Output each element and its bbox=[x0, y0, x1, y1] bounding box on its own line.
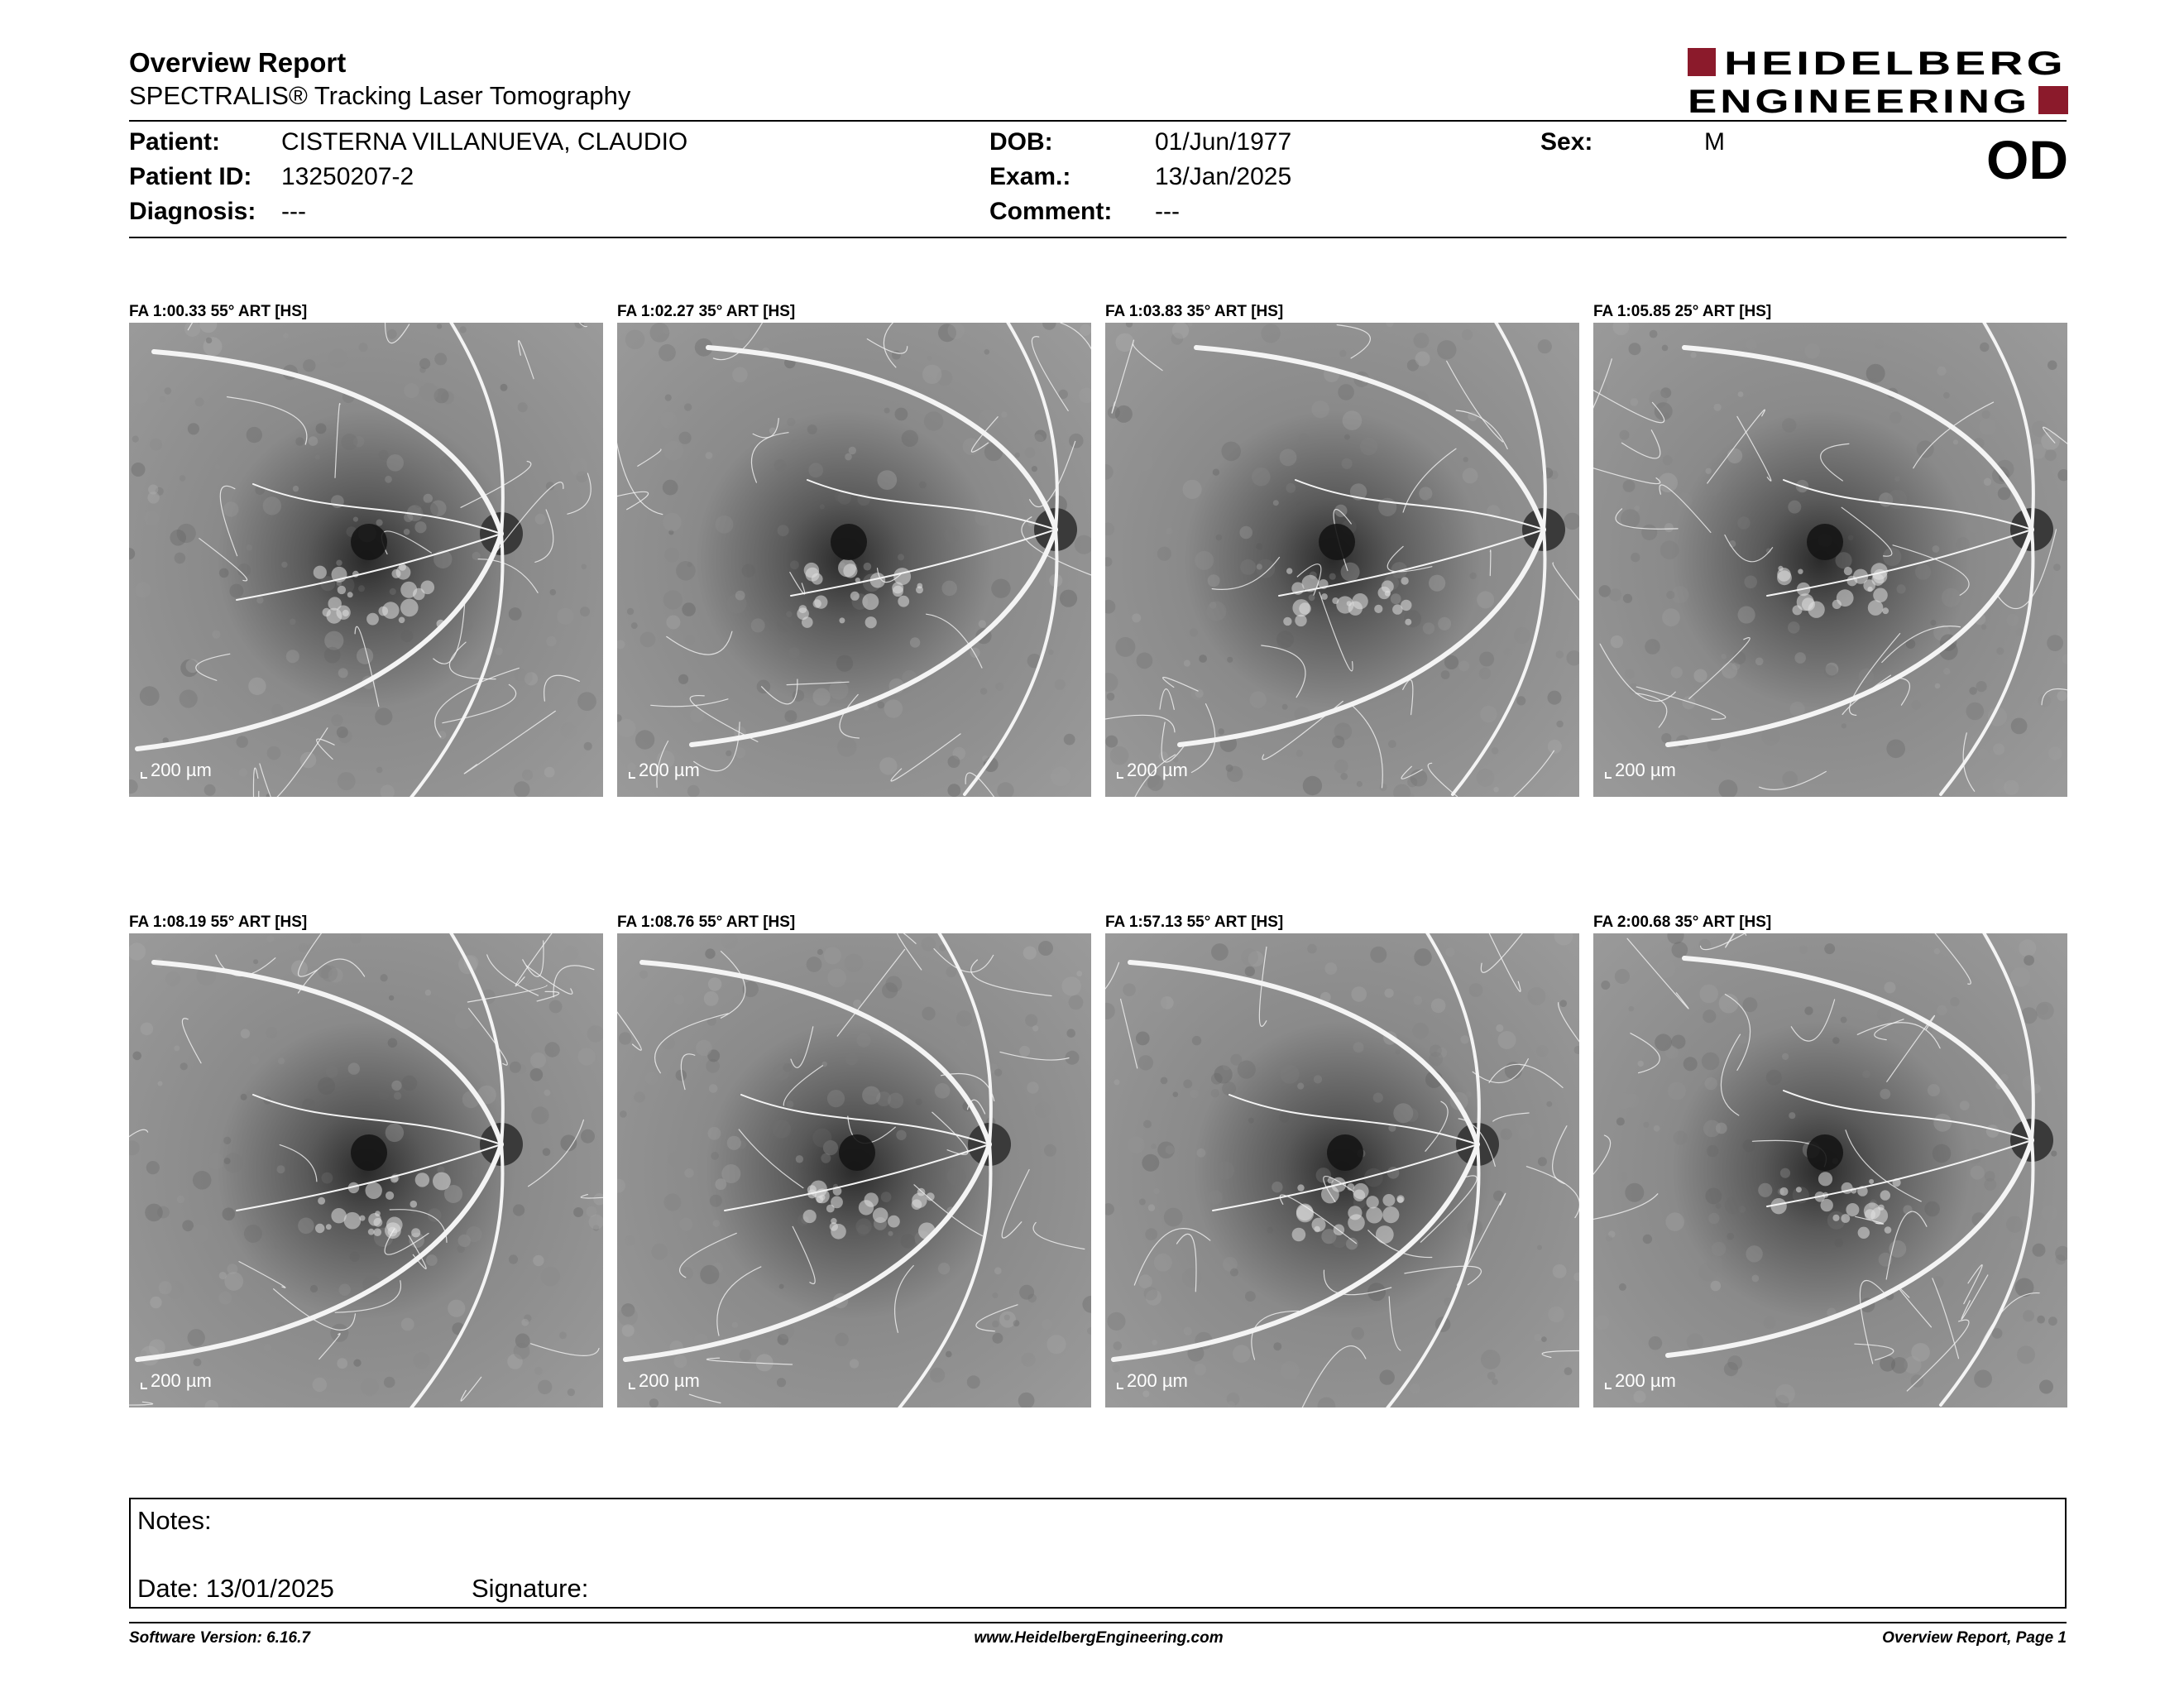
fundus-svg bbox=[617, 323, 1091, 797]
patient-id-label: Patient ID: bbox=[129, 163, 252, 190]
scale-label: 200 µm bbox=[1127, 760, 1188, 780]
fundus-svg bbox=[1105, 323, 1579, 797]
scale-bar bbox=[141, 1371, 212, 1391]
logo-line2: ENGINEERING bbox=[1688, 84, 2030, 116]
scale-label: 200 µm bbox=[639, 1370, 700, 1391]
software-version: Software Version: 6.16.7 bbox=[129, 1629, 310, 1647]
fundus-image[interactable] bbox=[617, 933, 1091, 1407]
scale-bar-icon bbox=[141, 772, 147, 779]
diagnosis-value: --- bbox=[281, 198, 306, 225]
footer-rule bbox=[129, 1622, 2067, 1623]
fundus-photo bbox=[129, 933, 603, 1407]
page-number: Overview Report, Page 1 bbox=[1882, 1629, 2067, 1647]
scale-label: 200 µm bbox=[151, 760, 212, 780]
fundus-svg bbox=[129, 933, 603, 1407]
signature-label: Signature: bbox=[472, 1574, 589, 1603]
scale-bar bbox=[141, 760, 212, 780]
scale-bar-icon bbox=[629, 1383, 635, 1389]
patient-value: CISTERNA VILLANUEVA, CLAUDIO bbox=[281, 128, 688, 156]
fundus-image[interactable] bbox=[129, 933, 603, 1407]
patient-info-rule bbox=[129, 237, 2067, 238]
website-link[interactable]: www.HeidelbergEngineering.com bbox=[974, 1629, 1224, 1647]
fundus-photo bbox=[1105, 933, 1579, 1407]
scale-bar bbox=[1117, 760, 1188, 780]
image-caption: FA 1:03.83 35° ART [HS] bbox=[1105, 303, 1284, 320]
scale-bar-icon bbox=[1117, 1383, 1123, 1389]
date-label: Date: 13/01/2025 bbox=[137, 1574, 334, 1603]
fundus-svg bbox=[1593, 323, 2067, 797]
diagnosis-label: Diagnosis: bbox=[129, 198, 256, 225]
scale-bar-icon bbox=[1117, 772, 1123, 779]
comment-label: Comment: bbox=[989, 198, 1113, 225]
image-caption: FA 1:08.76 55° ART [HS] bbox=[617, 914, 796, 931]
fundus-photo bbox=[617, 933, 1091, 1407]
sex-label: Sex: bbox=[1540, 128, 1593, 156]
scale-label: 200 µm bbox=[151, 1370, 212, 1391]
fundus-svg bbox=[617, 933, 1091, 1407]
scale-bar bbox=[1605, 1371, 1676, 1391]
scale-bar-icon bbox=[1605, 772, 1612, 779]
fundus-image[interactable] bbox=[1105, 323, 1579, 797]
notes-label: Notes: bbox=[137, 1506, 212, 1535]
fundus-image[interactable] bbox=[1593, 323, 2067, 797]
heidelberg-logo bbox=[1688, 46, 2068, 116]
image-caption: FA 2:00.68 35° ART [HS] bbox=[1593, 914, 1772, 931]
dob-value: 01/Jun/1977 bbox=[1155, 128, 1292, 156]
scale-label: 200 µm bbox=[1615, 760, 1676, 780]
image-caption: FA 1:00.33 55° ART [HS] bbox=[129, 303, 308, 320]
fundus-svg bbox=[1593, 933, 2067, 1407]
image-caption: FA 1:57.13 55° ART [HS] bbox=[1105, 914, 1284, 931]
fundus-svg bbox=[129, 323, 603, 797]
patient-label: Patient: bbox=[129, 128, 221, 156]
scale-label: 200 µm bbox=[639, 760, 700, 780]
report-subtitle: SPECTRALIS® Tracking Laser Tomography bbox=[129, 81, 631, 110]
patient-id-value: 13250207-2 bbox=[281, 163, 414, 190]
fundus-photo bbox=[617, 323, 1091, 797]
sex-value: M bbox=[1704, 128, 1725, 156]
fundus-svg bbox=[1105, 933, 1579, 1407]
image-caption: FA 1:02.27 35° ART [HS] bbox=[617, 303, 796, 320]
comment-value: --- bbox=[1155, 198, 1180, 225]
notes-box[interactable] bbox=[129, 1498, 2067, 1609]
fundus-image[interactable] bbox=[617, 323, 1091, 797]
scale-bar bbox=[1605, 760, 1676, 780]
fundus-image[interactable] bbox=[1105, 933, 1579, 1407]
scale-bar bbox=[629, 760, 700, 780]
logo-line1: HEIDELBERG bbox=[1724, 46, 2067, 82]
fundus-image[interactable] bbox=[1593, 933, 2067, 1407]
dob-label: DOB: bbox=[989, 128, 1053, 156]
image-caption: FA 1:08.19 55° ART [HS] bbox=[129, 914, 308, 931]
scale-bar-icon bbox=[629, 772, 635, 779]
report-title: Overview Report bbox=[129, 47, 347, 78]
fundus-photo bbox=[1593, 323, 2067, 797]
eye-indicator: OD bbox=[1986, 129, 2068, 190]
exam-label: Exam.: bbox=[989, 163, 1071, 190]
scale-label: 200 µm bbox=[1615, 1370, 1676, 1391]
fundus-photo bbox=[1105, 323, 1579, 797]
image-caption: FA 1:05.85 25° ART [HS] bbox=[1593, 303, 1772, 320]
fundus-image[interactable] bbox=[129, 323, 603, 797]
exam-value: 13/Jan/2025 bbox=[1155, 163, 1292, 190]
scale-bar bbox=[629, 1371, 700, 1391]
scale-bar bbox=[1117, 1371, 1188, 1391]
scale-label: 200 µm bbox=[1127, 1370, 1188, 1391]
fundus-photo bbox=[1593, 933, 2067, 1407]
fundus-photo bbox=[129, 323, 603, 797]
scale-bar-icon bbox=[141, 1383, 147, 1389]
scale-bar-icon bbox=[1605, 1383, 1612, 1389]
header-rule bbox=[129, 120, 2067, 122]
